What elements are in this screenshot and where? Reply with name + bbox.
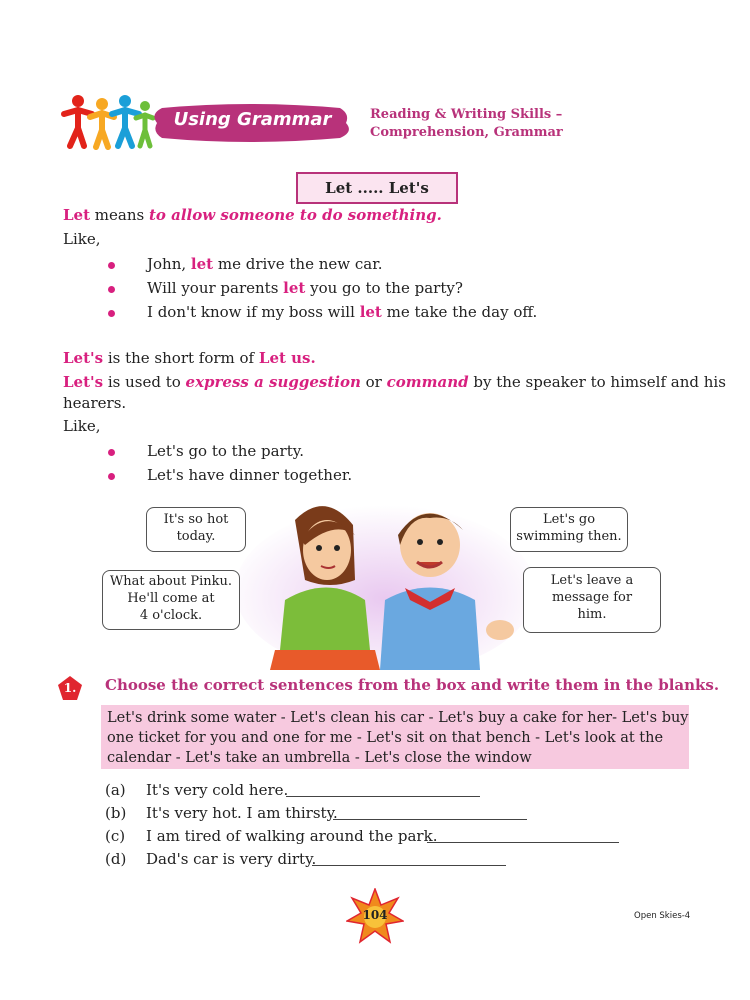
bubble-line: him. <box>577 607 607 622</box>
example-text: you go to the party? <box>305 279 463 297</box>
example-keyword: let <box>283 279 306 297</box>
bullet-icon <box>108 449 115 456</box>
bubble-line: Let's leave a <box>550 573 634 588</box>
kids-logo-icon <box>60 92 155 152</box>
item-text-d: Dad's car is very dirty. <box>146 850 317 868</box>
lets-keyword: Let's <box>63 349 104 367</box>
let-definition <box>63 204 442 226</box>
lets-example-2: Let's have dinner together. <box>147 466 353 484</box>
example-text: Will your parents <box>147 279 284 297</box>
let-example-1 <box>147 253 383 275</box>
lets-usage-cont: hearers. <box>63 394 127 412</box>
speech-bubble-2 <box>102 570 240 630</box>
lets-text: by the speaker to himself and his <box>468 373 726 391</box>
let-example-3 <box>147 301 537 323</box>
example-text: me take the day off. <box>381 303 538 321</box>
answer-blank-a[interactable] <box>286 796 480 797</box>
lets-keyword: Let's <box>63 373 104 391</box>
like-label-2: Like, <box>63 417 101 435</box>
lets-short-form <box>63 347 316 369</box>
let-us-keyword: Let us. <box>258 349 316 367</box>
speech-bubble-4 <box>523 567 661 633</box>
let-means: means <box>90 206 149 224</box>
item-label-b: (b) <box>105 804 127 822</box>
let-example-2 <box>147 277 463 299</box>
section-badge: Using Grammar <box>173 109 332 130</box>
lets-example-1: Let's go to the party. <box>147 442 305 460</box>
example-text: me drive the new car. <box>213 255 383 273</box>
example-keyword: let <box>190 255 214 273</box>
let-definition-text: to allow someone to do something. <box>148 206 442 224</box>
skills-line-2: Comprehension, Grammar <box>370 125 563 140</box>
lets-text: or <box>360 373 387 391</box>
bullet-icon <box>108 473 115 480</box>
sentence-box <box>101 705 689 769</box>
bubble-line: He'll come at <box>127 591 215 606</box>
lets-text: is used to <box>103 373 186 391</box>
answer-blank-d[interactable] <box>312 865 506 866</box>
example-text: John, <box>147 255 191 273</box>
kids-illustration <box>235 490 535 670</box>
speech-bubble-1 <box>146 507 246 552</box>
let-word: Let <box>63 206 91 224</box>
bullet-icon <box>108 310 115 317</box>
exercise-number: 1. <box>63 681 77 695</box>
item-text-b: It's very hot. I am thirsty. <box>146 804 338 822</box>
box-line: calendar - Let's take an umbrella - Let's close the window <box>107 750 532 766</box>
lets-text: is the short form of <box>103 349 259 367</box>
series-name: Open Skies-4 <box>634 911 691 921</box>
suggestion-keyword: express a suggestion <box>185 373 361 391</box>
topic-title: Let ..... Let's <box>296 172 458 204</box>
item-text-a: It's very cold here. <box>146 781 289 799</box>
bullet-icon <box>108 262 115 269</box>
item-label-a: (a) <box>105 781 126 799</box>
answer-blank-c[interactable] <box>427 842 619 843</box>
bubble-line: message for <box>551 590 633 605</box>
bubble-line: swimming then. <box>516 529 622 544</box>
bubble-line: It's so hot <box>163 512 229 527</box>
box-line: Let's drink some water - Let's clean his car - Let's buy a cake for her- Let's buy <box>107 710 689 726</box>
speech-bubble-3 <box>510 507 628 552</box>
skills-line-1: Reading & Writing Skills – <box>370 107 563 122</box>
answer-blank-b[interactable] <box>333 819 527 820</box>
page-number: 104 <box>362 908 388 922</box>
item-label-c: (c) <box>105 827 126 845</box>
item-label-d: (d) <box>105 850 127 868</box>
bubble-line: Let's go <box>542 512 596 527</box>
item-text-c: I am tired of walking around the park. <box>146 827 438 845</box>
command-keyword: command <box>386 373 469 391</box>
lets-usage <box>63 371 726 393</box>
example-text: I don't know if my boss will <box>147 303 360 321</box>
bubble-line: What about Pinku. <box>109 574 233 589</box>
skills-heading <box>370 106 563 142</box>
example-keyword: let <box>359 303 382 321</box>
bubble-line: 4 o'clock. <box>139 608 203 623</box>
bullet-icon <box>108 286 115 293</box>
like-label-1: Like, <box>63 230 101 248</box>
bubble-line: today. <box>176 529 216 544</box>
box-line: one ticket for you and one for me - Let's sit on that bench - Let's look at the <box>107 730 664 746</box>
exercise-instruction: Choose the correct sentences from the box and write them in the blanks. <box>105 676 720 694</box>
